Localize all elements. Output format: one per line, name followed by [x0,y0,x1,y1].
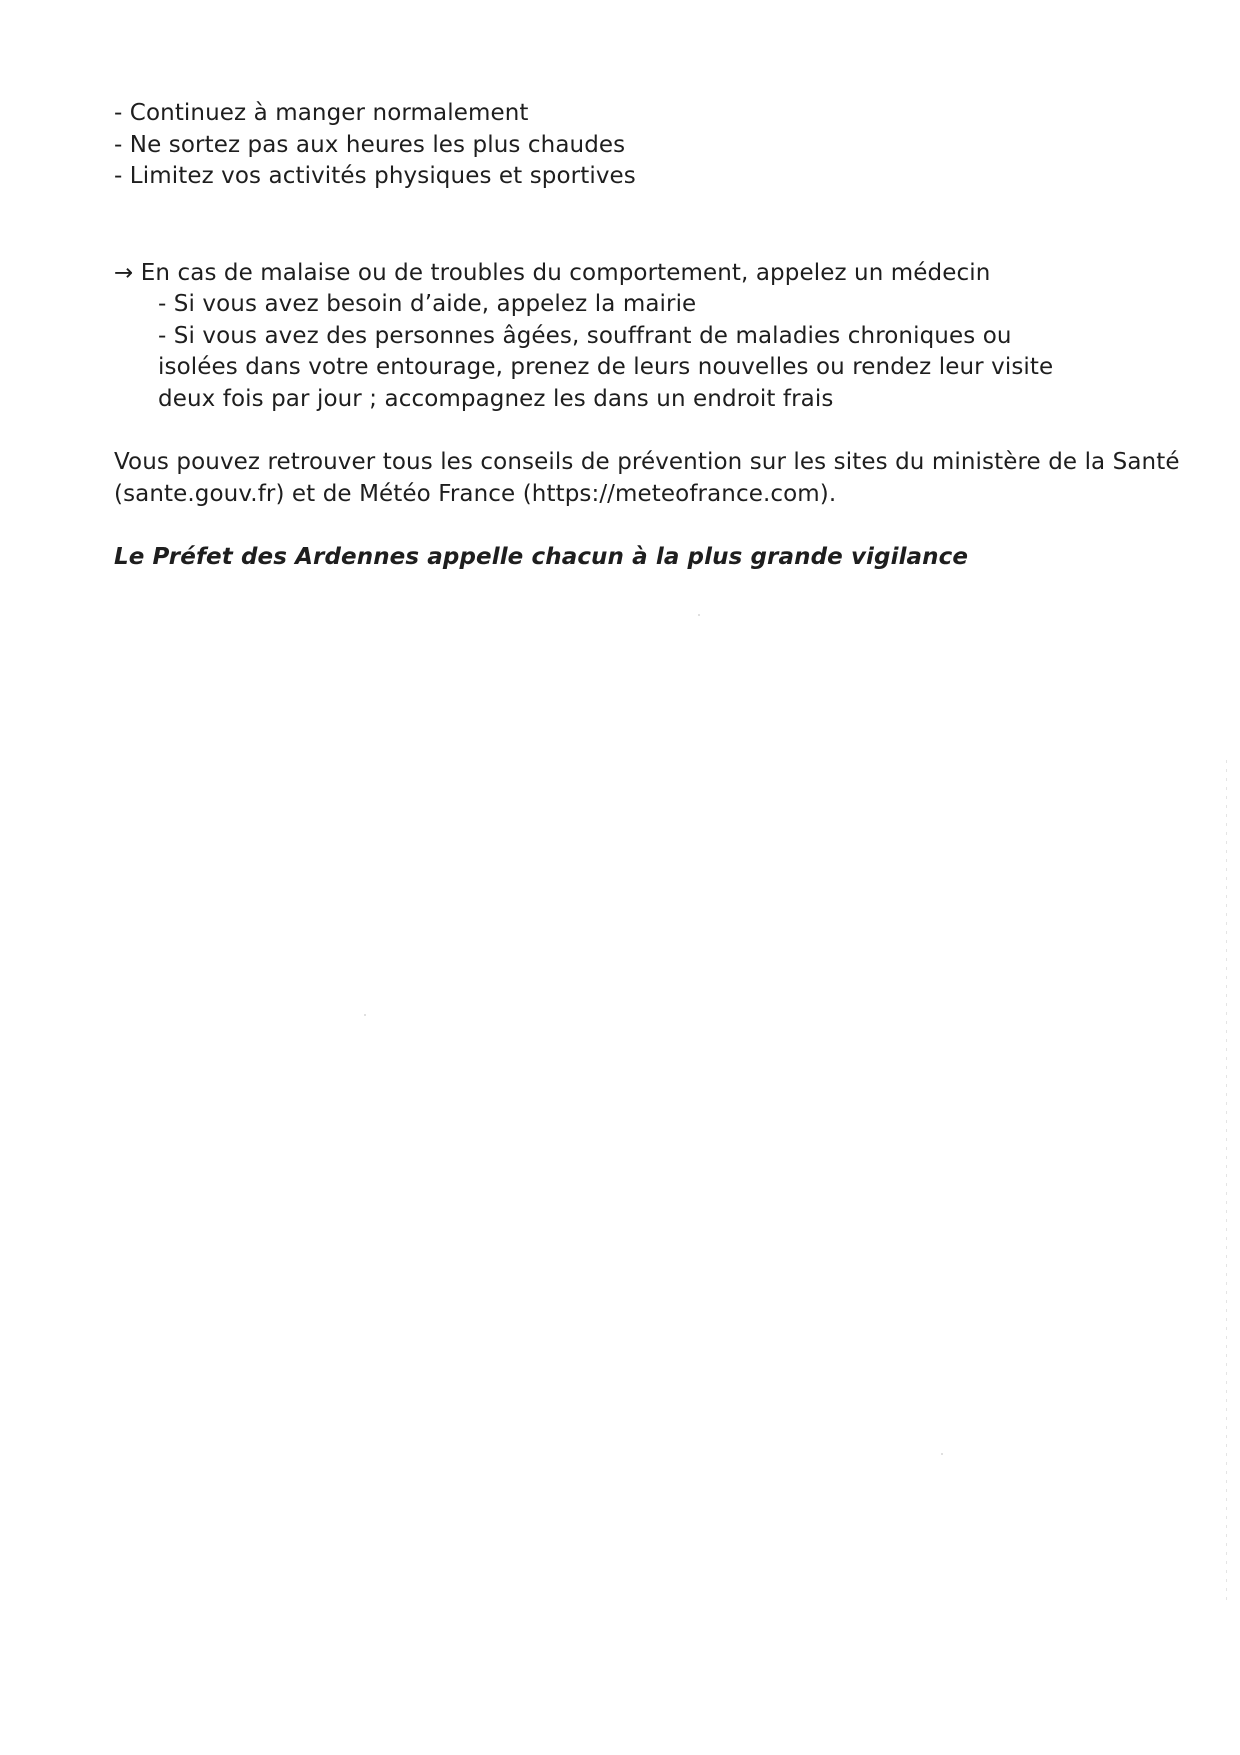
scan-speck [364,1014,366,1016]
alert-item-elderly-line-1: - Si vous avez des personnes âgées, souffrant de maladies chroniques ou [158,323,1012,349]
scan-speck [941,1453,943,1455]
alert-item-elderly-line-3: deux fois par jour ; accompagnez les dans un endroit frais [158,386,834,412]
alert-item-elderly-line-2: isolées dans votre entourage, prenez de leurs nouvelles ou rendez leur visite [158,354,1054,380]
prefect-closing-statement: Le Préfet des Ardennes appelle chacun à la plus grande vigilance [114,544,969,570]
info-paragraph-line-2: (sante.gouv.fr) et de Météo France (https://meteofrance.com). [114,481,837,507]
alert-heading: → En cas de malaise ou de troubles du comportement, appelez un médecin [114,260,991,286]
advice-avoid-hot-hours: - Ne sortez pas aux heures les plus chaudes [114,132,626,158]
info-paragraph-line-1: Vous pouvez retrouver tous les conseils de prévention sur les sites du ministère de la Santé [114,449,1180,475]
alert-item-mairie: - Si vous avez besoin d’aide, appelez la mairie [158,291,697,317]
advice-limit-activities: - Limitez vos activités physiques et sportives [114,163,636,189]
advice-eat-normally: - Continuez à manger normalement [114,100,529,126]
scan-speck [698,614,700,616]
scan-edge-artifact [1226,760,1227,1600]
